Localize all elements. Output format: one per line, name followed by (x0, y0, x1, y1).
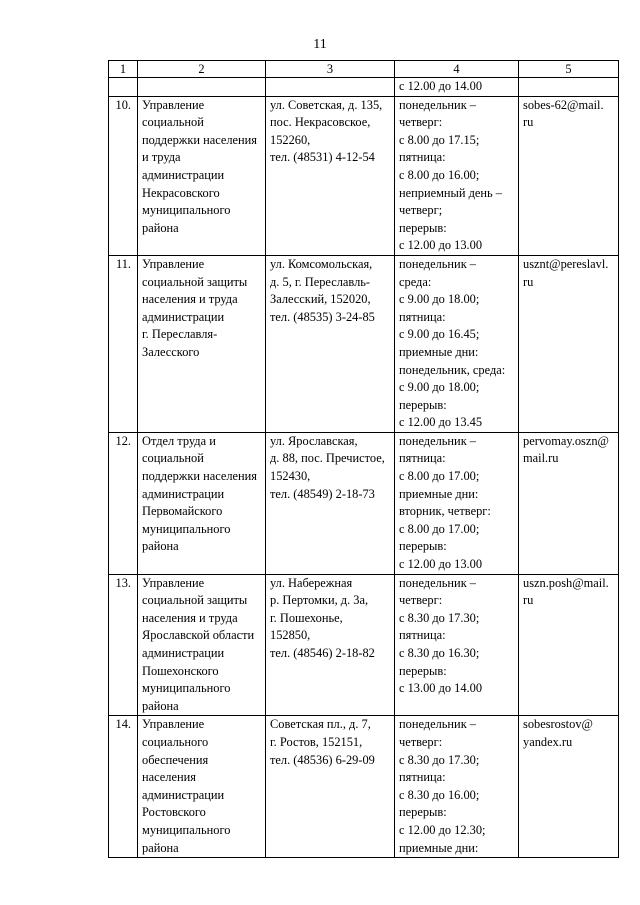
hours-line: четверг: (399, 734, 443, 749)
email-line: mail.ru (523, 451, 559, 466)
table-row (109, 96, 619, 255)
email-line: ru (523, 274, 534, 289)
email-line: sobes-62@mail. (523, 97, 604, 112)
hours-line: перерыв: (399, 539, 447, 554)
name-cell (138, 96, 266, 255)
name-cell (138, 78, 266, 97)
hours-line: с 12.00 до 14.00 (399, 79, 483, 93)
name-line: администрации (142, 309, 225, 324)
hours-line: неприемный день – (399, 185, 502, 200)
email-cell (519, 574, 619, 716)
hours-line: с 8.30 до 17.30; (399, 752, 480, 767)
name-cell (138, 255, 266, 432)
name-line: администрации (142, 486, 225, 501)
num-cell (109, 78, 138, 97)
address-line: тел. (48535) 3-24-85 (270, 309, 375, 324)
name-line: района (142, 220, 179, 235)
hours-line: приемные дни: (399, 840, 479, 855)
email-line: usznt@pereslavl. (523, 256, 609, 271)
address-line: 152430, (270, 469, 311, 484)
name-line: социальной защиты (142, 274, 248, 289)
name-line: района (142, 698, 179, 713)
contacts-table (108, 60, 619, 858)
hours-line: понедельник – (399, 575, 477, 590)
column-header: 5 (519, 61, 619, 78)
hours-line: с 12.00 до 13.00 (399, 557, 483, 572)
row-number: 10. (109, 96, 138, 255)
address-line: тел. (48531) 4-12-54 (270, 150, 375, 165)
hours-line: с 12.00 до 13.00 (399, 238, 483, 253)
continuation-row (109, 78, 619, 97)
name-line: района (142, 539, 179, 554)
address-cell (266, 432, 395, 574)
hours-line: с 12.00 до 13.45 (399, 415, 483, 430)
address-line: пос. Некрасовское, (270, 115, 371, 130)
hours-line: приемные дни: (399, 486, 479, 501)
name-line: района (142, 840, 179, 855)
hours-line: среда: (399, 274, 432, 289)
email-cell (519, 432, 619, 574)
column-header: 4 (395, 61, 519, 78)
address-line: ул. Набережная (270, 575, 353, 590)
address-line: 152850, (270, 628, 311, 643)
name-line: социальной (142, 115, 204, 130)
table-row (109, 432, 619, 574)
address-line: г. Ростов, 152151, (270, 734, 363, 749)
hours-line: понедельник – (399, 97, 477, 112)
address-cell (266, 255, 395, 432)
hours-line: вторник, четверг: (399, 504, 491, 519)
page-number: 11 (313, 37, 327, 52)
name-line: поддержки населения (142, 469, 258, 484)
address-line: тел. (48536) 6-29-09 (270, 752, 375, 767)
email-line: sobesrostov@ (523, 717, 593, 732)
hours-line: четверг; (399, 203, 443, 218)
email-line: uszn.posh@mail. (523, 575, 609, 590)
hours-line: пятница: (399, 309, 446, 324)
hours-line: с 8.00 до 16.00; (399, 167, 480, 182)
table-header-row (109, 61, 619, 78)
name-cell (138, 432, 266, 574)
name-line: Пошехонского (142, 663, 219, 678)
hours-line: пятница: (399, 770, 446, 785)
hours-cell (395, 255, 519, 432)
address-cell (266, 96, 395, 255)
hours-cell (395, 96, 519, 255)
row-number: 14. (109, 716, 138, 858)
hours-line: с 8.00 до 17.00; (399, 521, 480, 536)
hours-line: понедельник, среда: (399, 362, 506, 377)
hours-line: понедельник – (399, 256, 477, 271)
name-line: администрации (142, 787, 225, 802)
name-line: Первомайского (142, 504, 223, 519)
table-row (109, 716, 619, 858)
address-line: д. 88, пос. Пречистое, (270, 451, 385, 466)
address-cell (266, 716, 395, 858)
address-line: р. Пертомки, д. 3а, (270, 593, 369, 608)
name-line: г. Переславля- (142, 327, 218, 342)
name-line: социального (142, 734, 209, 749)
address-line: тел. (48549) 2-18-73 (270, 486, 375, 501)
address-line: ул. Советская, д. 135, (270, 97, 383, 112)
name-line: населения и труда (142, 292, 238, 307)
hours-cell (395, 716, 519, 858)
email-cell (519, 255, 619, 432)
row-number: 13. (109, 574, 138, 716)
name-line: муниципального (142, 822, 231, 837)
row-number: 11. (109, 255, 138, 432)
hours-line: с 13.00 до 14.00 (399, 681, 483, 696)
hours-line: перерыв: (399, 663, 447, 678)
address-line: д. 5, г. Переславль- (270, 274, 371, 289)
hours-line: с 9.00 до 18.00; (399, 292, 480, 307)
name-line: Залесского (142, 344, 200, 359)
hours-line: пятница: (399, 628, 446, 643)
name-cell (138, 574, 266, 716)
name-line: населения (142, 770, 196, 785)
name-line: муниципального (142, 203, 231, 218)
hours-cell (395, 432, 519, 574)
address-line: ул. Ярославская, (270, 433, 358, 448)
address-line: 152260, (270, 132, 311, 147)
name-line: администрации (142, 167, 225, 182)
table-row (109, 574, 619, 716)
address-line: г. Пошехонье, (270, 610, 343, 625)
hours-line: с 8.00 до 17.00; (399, 469, 480, 484)
column-header: 2 (138, 61, 266, 78)
address-cell (266, 574, 395, 716)
hours-line: понедельник – (399, 433, 477, 448)
hours-line: с 9.00 до 18.00; (399, 380, 480, 395)
name-line: населения и труда (142, 610, 238, 625)
hours-line: перерыв: (399, 220, 447, 235)
hours-line: четверг: (399, 115, 443, 130)
email-line: ru (523, 593, 534, 608)
email-line: yandex.ru (523, 734, 573, 749)
hours-line: с 12.00 до 12.30; (399, 822, 486, 837)
email-cell (519, 96, 619, 255)
hours-line: перерыв: (399, 805, 447, 820)
row-number: 12. (109, 432, 138, 574)
name-line: и труда (142, 150, 181, 165)
hours-line: с 8.00 до 17.15; (399, 132, 480, 147)
hours-line: пятница: (399, 451, 446, 466)
name-line: социальной защиты (142, 593, 248, 608)
hours-line: четверг: (399, 593, 443, 608)
email-cell (519, 78, 619, 97)
name-line: поддержки населения (142, 132, 258, 147)
email-line: ru (523, 115, 534, 130)
address-line: тел. (48546) 2-18-82 (270, 646, 375, 660)
name-line: обеспечения (142, 752, 209, 767)
name-line: Некрасовского (142, 185, 220, 200)
address-line: ул. Комсомольская, (270, 256, 373, 271)
name-line: Ярославской области (142, 628, 255, 643)
hours-line: с 8.30 до 16.00; (399, 787, 480, 802)
name-line: администрации (142, 646, 225, 660)
hours-line: с 8.30 до 16.30; (399, 646, 480, 660)
name-line: Ростовского (142, 805, 206, 820)
name-line: Управление (142, 717, 205, 732)
column-header: 1 (109, 61, 138, 78)
email-cell (519, 716, 619, 858)
name-line: социальной (142, 451, 204, 466)
name-line: муниципального (142, 681, 231, 696)
table-row (109, 255, 619, 432)
hours-line: приемные дни: (399, 344, 479, 359)
column-header: 3 (266, 61, 395, 78)
hours-line: с 9.00 до 16.45; (399, 327, 480, 342)
address-line: Залесский, 152020, (270, 292, 371, 307)
name-cell (138, 716, 266, 858)
name-line: Управление (142, 97, 205, 112)
hours-line: с 8.30 до 17.30; (399, 610, 480, 625)
name-line: Отдел труда и (142, 433, 216, 448)
email-line: pervomay.oszn@ (523, 433, 609, 448)
name-line: Управление (142, 256, 205, 271)
address-cell (266, 78, 395, 97)
hours-line: пятница: (399, 150, 446, 165)
name-line: Управление (142, 575, 205, 590)
address-line: Советская пл., д. 7, (270, 717, 371, 732)
hours-cell (395, 78, 519, 97)
hours-cell (395, 574, 519, 716)
name-line: муниципального (142, 521, 231, 536)
hours-line: перерыв: (399, 397, 447, 412)
hours-line: понедельник – (399, 717, 477, 732)
